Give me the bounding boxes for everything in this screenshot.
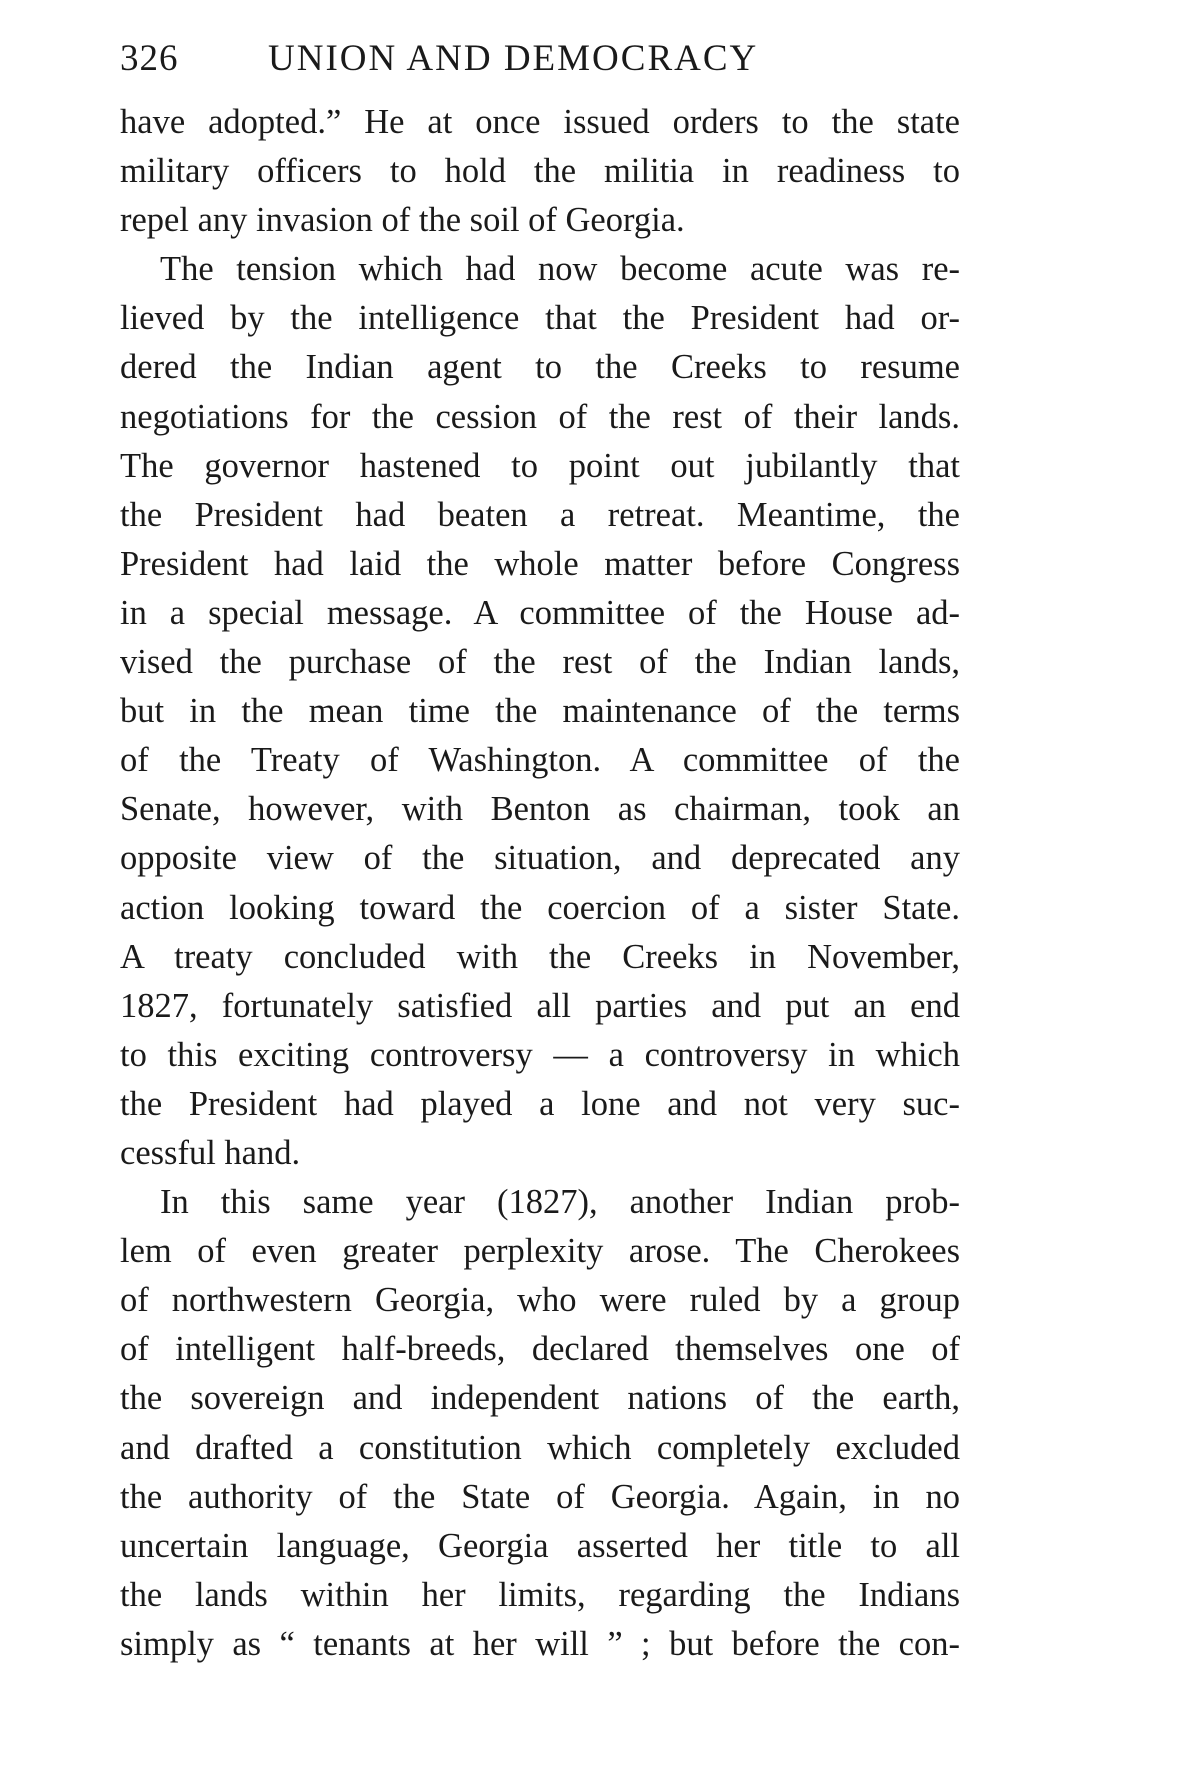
text-line: the President had beaten a retreat. Meantime, the	[120, 495, 960, 534]
text-line: The governor hastened to point out jubilantly that	[120, 446, 960, 485]
text-line: of the Treaty of Washington. A committee of the	[120, 741, 960, 780]
text-line: vised the purchase of the rest of the Indian lands,	[120, 643, 960, 682]
body-text	[120, 98, 960, 1669]
text-line: but in the mean time the maintenance of the terms	[120, 692, 960, 731]
text-line: lieved by the intelligence that the President had or-	[120, 299, 960, 338]
running-title: UNION AND DEMOCRACY	[268, 38, 759, 79]
text-line: negotiations for the cession of the rest of their lands.	[120, 397, 960, 436]
text-line: In this same year (1827), another Indian prob-	[160, 1183, 960, 1222]
running-head	[120, 34, 960, 84]
text-line: to this exciting controversy — a controversy in which	[120, 1035, 960, 1074]
text-line: simply as “ tenants at her will ” ; but before the con-	[120, 1624, 960, 1663]
text-line: opposite view of the situation, and deprecated any	[120, 839, 960, 878]
text-line: the sovereign and independent nations of the earth,	[120, 1379, 960, 1418]
text-line: the President had played a lone and not very suc-	[120, 1084, 960, 1123]
text-line: dered the Indian agent to the Creeks to resume	[120, 348, 960, 387]
text-line: Senate, however, with Benton as chairman, took an	[120, 790, 960, 829]
text-line: action looking toward the coercion of a sister State.	[120, 888, 960, 927]
text-line: cessful hand.	[120, 1133, 301, 1172]
text-line: of northwestern Georgia, who were ruled by a group	[120, 1281, 960, 1320]
text-line: in a special message. A committee of the House ad-	[120, 593, 960, 632]
text-line: A treaty concluded with the Creeks in November,	[120, 937, 960, 976]
text-line: have adopted.” He at once issued orders to the state	[120, 103, 960, 141]
page-number: 326	[120, 38, 179, 79]
text-line: military officers to hold the militia in readiness to	[120, 152, 960, 191]
text-line: lem of even greater perplexity arose. The Cherokees	[120, 1232, 960, 1271]
text-line: the lands within her limits, regarding the Indians	[120, 1575, 960, 1614]
text-line: the authority of the State of Georgia. Again, in no	[120, 1477, 960, 1516]
text-line: 1827, fortunately satisfied all parties and put an end	[120, 986, 960, 1025]
text-line: President had laid the whole matter before Congress	[120, 544, 960, 583]
text-line: uncertain language, Georgia asserted her title to all	[120, 1526, 960, 1565]
text-line: and drafted a constitution which completely excluded	[120, 1428, 960, 1467]
text-line: repel any invasion of the soil of Georgia.	[120, 201, 685, 240]
text-line: of intelligent half-breeds, declared themselves one of	[120, 1330, 960, 1369]
text-line: The tension which had now become acute was re-	[160, 250, 960, 289]
